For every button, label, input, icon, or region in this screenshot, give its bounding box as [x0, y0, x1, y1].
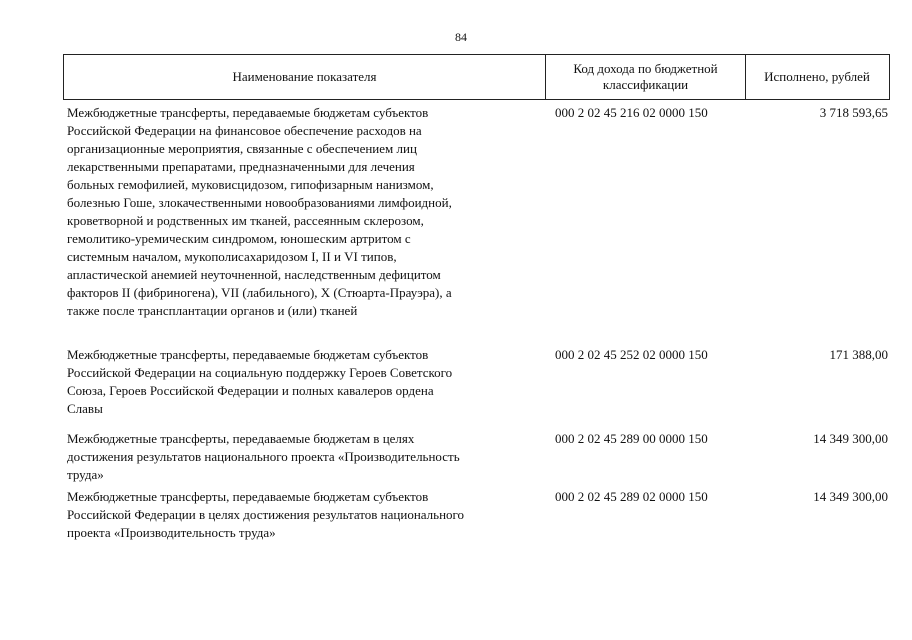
row-name: Межбюджетные трансферты, передаваемые бюджетам субъектов Российской Федерации в целях достижения результатов национального проекта «Производительность труда»	[67, 489, 465, 540]
row-code: 000 2 02 45 252 02 0000 150	[555, 347, 708, 362]
table-header	[63, 54, 890, 100]
row-name: Межбюджетные трансферты, передаваемые бюджетам субъектов Российской Федерации на финансовое обеспечение расходов на организационные мероприятия, связанные с обеспечением лиц лекарственными препаратами, предназначенными для лечения больных гемофилией, муковисцидозом, гипофизарным нанизмом, болезнью Гоше, злокачественными новообразованиями лимфоидной, кроветворной и родственных им тканей, рассеянным склерозом, гемолитико-уремическим синдромом, юношеским артритом с системным началом, мукополисахаридозом I, II и VI типов, апластической анемией неуточненной, наследственным дефицитом факторов II (фибриногена), VII (лабильного), X (Стюарта-Прауэра), а также после трансплантации органов и (или) тканей	[67, 105, 452, 318]
row-name: Межбюджетные трансферты, передаваемые бюджетам в целях достижения результатов национального проекта «Производительность труда»	[67, 431, 460, 482]
row-code: 000 2 02 45 289 02 0000 150	[555, 489, 708, 504]
header-code: Код дохода по бюджетной классификации	[546, 55, 746, 99]
row-code: 000 2 02 45 289 00 0000 150	[555, 431, 708, 446]
header-amount: Исполнено, рублей	[764, 69, 870, 84]
row-amount: 14 349 300,00	[813, 431, 888, 446]
row-amount: 3 718 593,65	[819, 105, 888, 120]
row-name: Межбюджетные трансферты, передаваемые бюджетам субъектов Российской Федерации на социальную поддержку Героев Советского Союза, Героев Российской Федерации и полных кавалеров ордена Славы	[67, 347, 453, 416]
row-amount: 171 388,00	[829, 347, 888, 362]
page-number: 84	[455, 30, 467, 44]
row-amount: 14 349 300,00	[813, 489, 888, 504]
row-code: 000 2 02 45 216 02 0000 150	[555, 105, 708, 120]
header-name: Наименование показателя	[64, 55, 546, 99]
